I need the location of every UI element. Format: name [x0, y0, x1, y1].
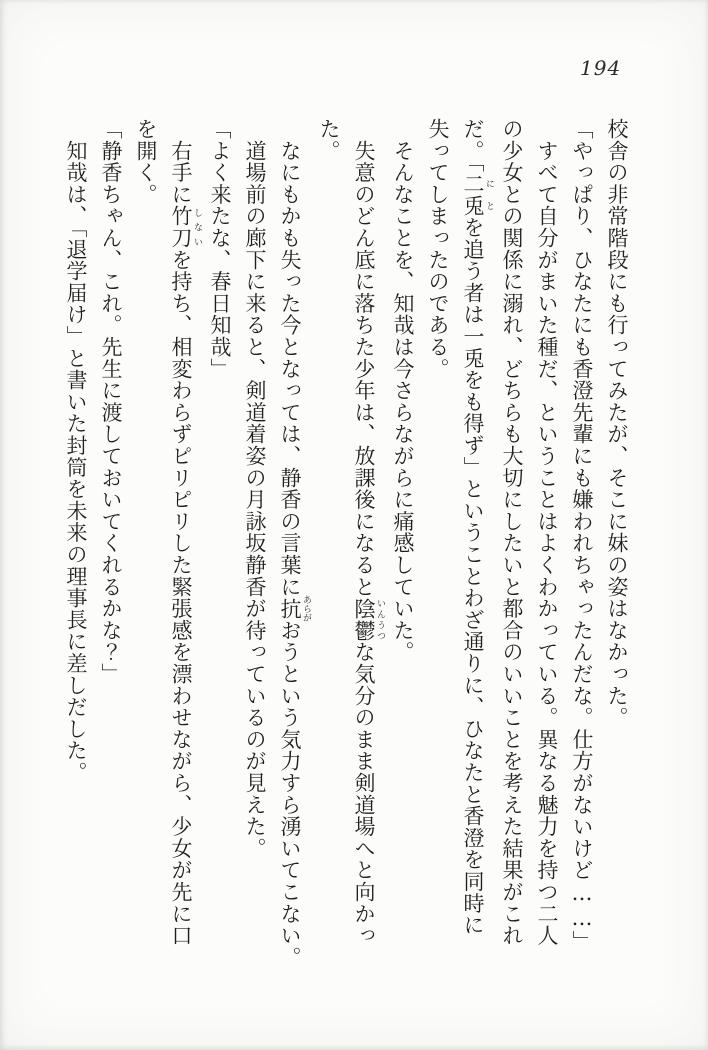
text-line: 右手に竹刀 しないを持ち、相変わらずピリピリした緊張感を漂わせながら、少女が先に口	[169, 118, 202, 947]
text-block	[58, 118, 634, 969]
ruby-annotated-word: 竹刀 しない	[169, 205, 202, 249]
text-line: の少女との関係に溺れ、どちらも大切にしたいと都合のいいことを考えた結果がこれ	[500, 118, 524, 947]
text-line: そんなことを、知哉は今さらながらに痛感していた。	[391, 118, 415, 663]
text-line: なにもかも失った今となっては、静香の言葉に抗 あらがおうという気力すら湧いてこない。	[278, 118, 311, 969]
text-line: 知哉は、「退学届け」と書いた封筒を未来の理事長に差しだした。	[64, 118, 88, 784]
ruby-annotated-word: 抗 あらが	[278, 595, 311, 623]
text-line: 道場前の廊下に来ると、剣道着姿の月詠坂静香が待っているのが見えた。	[243, 118, 267, 860]
text-line: すべて自分がまいた種だ、ということはよくわかっている。異なる魅力を持つ二人	[535, 118, 559, 947]
text-line: 失ってしまったのである。	[426, 118, 450, 380]
text-line: だ。「二兎 にとを追う者は一兎をも得ず」ということわざ通りに、ひなたと香澄を同時に	[461, 118, 494, 936]
text-line: 「やっぱり、ひなたにも香澄先輩にも嫌われちゃったんだな。仕方がないけど……」	[570, 118, 594, 953]
ruby-annotated-word: 陰鬱 いんうつ	[352, 597, 385, 642]
text-line: 「よく来たな、春日知哉」	[208, 118, 232, 380]
text-line: た。	[317, 118, 341, 162]
text-line: 校舎の非常階段にも行ってみたが、そこに妹の姿はなかった。	[605, 118, 629, 729]
text-line: 「静香ちゃん、これ。先生に渡しておいてくれるかな？」	[99, 118, 123, 685]
text-line: を開く。	[134, 118, 158, 206]
page-number: 194	[580, 56, 622, 80]
ruby-annotated-word: 二兎 にと	[461, 172, 494, 217]
text-line: 失意のどん底に落ちた少年は、放課後になると陰鬱 いんうつな気分のまま剣道場へと向かっ	[352, 118, 385, 947]
